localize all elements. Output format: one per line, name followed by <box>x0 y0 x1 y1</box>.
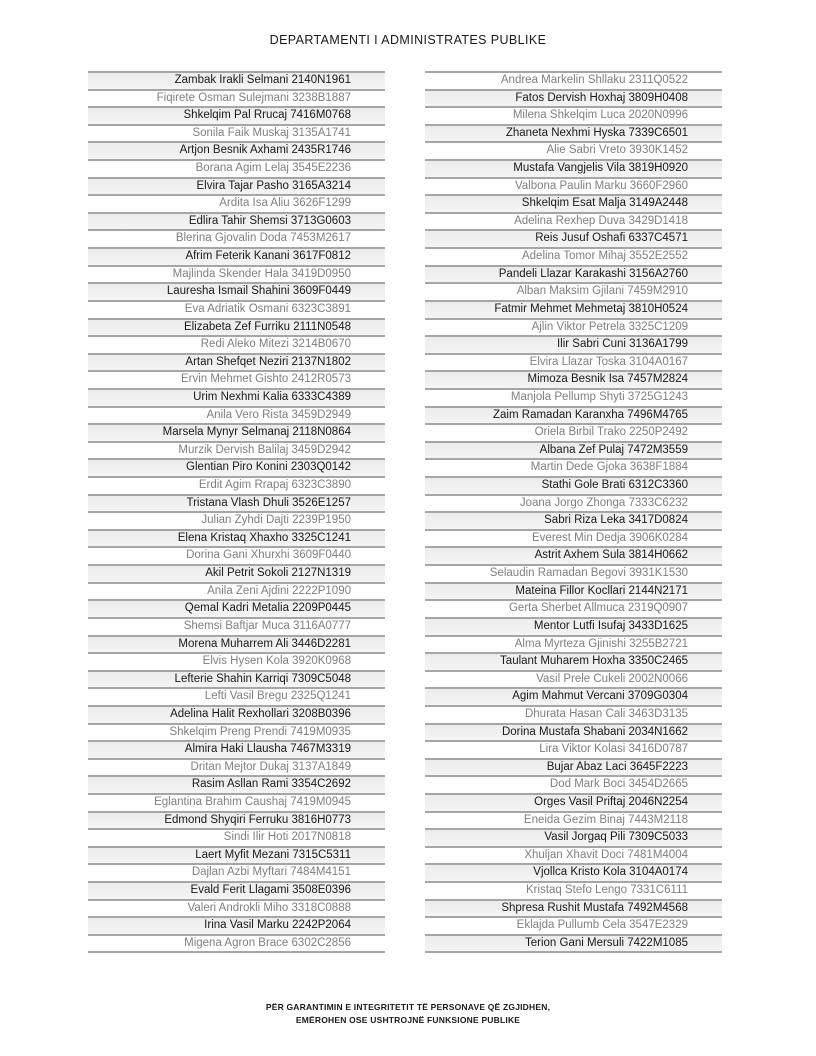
list-item: Marsela Mynyr Selmanaj 2118N0864 <box>88 425 385 443</box>
list-item: Alie Sabri Vreto 3930K1452 <box>425 143 722 161</box>
list-item: Elvis Hysen Kola 3920K0968 <box>88 654 385 672</box>
list-item: Elena Kristaq Xhaxho 3325C1241 <box>88 531 385 549</box>
list-item: Kristaq Stefo Lengo 7331C6111 <box>425 883 722 901</box>
name-list <box>88 71 722 953</box>
name-list-right-column <box>425 71 722 953</box>
list-item: Borana Agim Lelaj 3545E2236 <box>88 161 385 179</box>
list-item: Julian Zyhdi Dajti 2239P1950 <box>88 513 385 531</box>
list-item: Milena Shkelqim Luca 2020N0996 <box>425 108 722 126</box>
list-item: Mimoza Besnik Isa 7457M2824 <box>425 372 722 390</box>
list-item: Dod Mark Boci 3454D2665 <box>425 777 722 795</box>
list-item: Dritan Mejtor Dukaj 3137A1849 <box>88 760 385 778</box>
list-item: Fatos Dervish Hoxhaj 3809H0408 <box>425 91 722 109</box>
list-item: Dhurata Hasan Cali 3463D3135 <box>425 707 722 725</box>
list-item: Sonila Faik Muskaj 3135A1741 <box>88 126 385 144</box>
list-item: Everest Min Dedja 3906K0284 <box>425 531 722 549</box>
list-item: Erdit Agim Rrapaj 6323C3890 <box>88 478 385 496</box>
list-item: Reis Jusuf Oshafi 6337C4571 <box>425 231 722 249</box>
list-item: Elizabeta Zef Furriku 2111N0548 <box>88 320 385 338</box>
list-item: Akil Petrit Sokoli 2127N1319 <box>88 566 385 584</box>
list-item: Sindi Ilir Hoti 2017N0818 <box>88 830 385 848</box>
list-item: Mentor Lutfi Isufaj 3433D1625 <box>425 619 722 637</box>
list-item: Dajlan Azbi Myftari 7484M4151 <box>88 865 385 883</box>
list-item: Eva Adriatik Osmani 6323C3891 <box>88 302 385 320</box>
list-item: Agim Mahmut Vercani 3709G0304 <box>425 689 722 707</box>
list-item: Ilir Sabri Cuni 3136A1799 <box>425 337 722 355</box>
list-item: Valeri Androkli Miho 3318C0888 <box>88 901 385 919</box>
list-item: Edmond Shyqiri Ferruku 3816H0773 <box>88 813 385 831</box>
list-item: Taulant Muharem Hoxha 3350C2465 <box>425 654 722 672</box>
list-item: Irina Vasil Marku 2242P2064 <box>88 918 385 936</box>
list-item: Joana Jorgo Zhonga 7333C6232 <box>425 496 722 514</box>
list-item: Dorina Mustafa Shabani 2034N1662 <box>425 725 722 743</box>
list-item: Sabri Riza Leka 3417D0824 <box>425 513 722 531</box>
list-item: Eklajda Pullumb Cela 3547E2329 <box>425 918 722 936</box>
list-item: Xhuljan Xhavit Doci 7481M4004 <box>425 848 722 866</box>
list-item: Astrit Axhem Sula 3814H0662 <box>425 548 722 566</box>
list-item: Elvira Tajar Pasho 3165A3214 <box>88 179 385 197</box>
list-item: Evald Ferit Llagami 3508E0396 <box>88 883 385 901</box>
list-item: Terion Gani Mersuli 7422M1085 <box>425 936 722 954</box>
list-item: Fiqirete Osman Sulejmani 3238B1887 <box>88 91 385 109</box>
list-item: Zaim Ramadan Karanxha 7496M4765 <box>425 408 722 426</box>
list-item: Dorina Gani Xhurxhi 3609F0440 <box>88 548 385 566</box>
list-item: Vjollca Kristo Kola 3104A0174 <box>425 865 722 883</box>
list-item: Redi Aleko Mitezi 3214B0670 <box>88 337 385 355</box>
list-item: Shkelqim Esat Malja 3149A2448 <box>425 196 722 214</box>
name-list-left-column <box>88 71 385 953</box>
list-item: Anila Vero Rista 3459D2949 <box>88 408 385 426</box>
list-item: Pandeli Llazar Karakashi 3156A2760 <box>425 267 722 285</box>
list-item: Lira Viktor Kolasi 3416D0787 <box>425 742 722 760</box>
list-item: Bujar Abaz Laci 3645F2223 <box>425 760 722 778</box>
list-item: Artan Shefqet Neziri 2137N1802 <box>88 355 385 373</box>
list-item: Manjola Pellump Shyti 3725G1243 <box>425 390 722 408</box>
list-item: Shkelqim Preng Prendi 7419M0935 <box>88 725 385 743</box>
list-item: Anila Zeni Ajdini 2222P1090 <box>88 584 385 602</box>
list-item: Ajlin Viktor Petrela 3325C1209 <box>425 320 722 338</box>
list-item: Eneida Gezim Binaj 7443M2118 <box>425 813 722 831</box>
list-item: Martin Dede Gjoka 3638F1884 <box>425 460 722 478</box>
list-item: Alma Myrteza Gjinishi 3255B2721 <box>425 637 722 655</box>
list-item: Shemsi Baftjar Muca 3116A0777 <box>88 619 385 637</box>
list-item: Qemal Kadri Metalia 2209P0445 <box>88 601 385 619</box>
footer-line-1: PËR GARANTIMIN E INTEGRITETIT TË PERSONAVE QË ZGJIDHEN, <box>265 1002 551 1012</box>
list-item: Tristana Vlash Dhuli 3526E1257 <box>88 496 385 514</box>
list-item: Lefterie Shahin Karriqi 7309C5048 <box>88 672 385 690</box>
list-item: Zhaneta Nexhmi Hyska 7339C6501 <box>425 126 722 144</box>
list-item: Vasil Jorgaq Pili 7309C5033 <box>425 830 722 848</box>
list-item: Urim Nexhmi Kalia 6333C4389 <box>88 390 385 408</box>
list-item: Eglantina Brahim Caushaj 7419M0945 <box>88 795 385 813</box>
list-item: Fatmir Mehmet Mehmetaj 3810H0524 <box>425 302 722 320</box>
list-item: Orges Vasil Priftaj 2046N2254 <box>425 795 722 813</box>
list-item: Vasil Prele Cukeli 2002N0066 <box>425 672 722 690</box>
list-item: Almira Haki Llausha 7467M3319 <box>88 742 385 760</box>
list-item: Migena Agron Brace 6302C2856 <box>88 936 385 954</box>
page-title: DEPARTAMENTI I ADMINISTRATES PUBLIKE <box>269 33 547 47</box>
list-item: Adelina Halit Rexhollari 3208B0396 <box>88 707 385 725</box>
list-item: Shkelqim Pal Rrucaj 7416M0768 <box>88 108 385 126</box>
list-item: Murzik Dervish Balilaj 3459D2942 <box>88 443 385 461</box>
list-item: Rasim Asllan Rami 3354C2692 <box>88 777 385 795</box>
list-item: Glentian Piro Konini 2303Q0142 <box>88 460 385 478</box>
list-item: Shpresa Rushit Mustafa 7492M4568 <box>425 901 722 919</box>
list-item: Ardita Isa Aliu 3626F1299 <box>88 196 385 214</box>
list-item: Albana Zef Pulaj 7472M3559 <box>425 443 722 461</box>
list-item: Andrea Markelin Shllaku 2311Q0522 <box>425 73 722 91</box>
list-item: Selaudin Ramadan Begovi 3931K1530 <box>425 566 722 584</box>
list-item: Adelina Rexhep Duva 3429D1418 <box>425 214 722 232</box>
list-item: Mateina Fillor Kocllari 2144N2171 <box>425 584 722 602</box>
footer-note <box>0 1001 816 1027</box>
list-item: Valbona Paulin Marku 3660F2960 <box>425 179 722 197</box>
list-item: Artjon Besnik Axhami 2435R1746 <box>88 143 385 161</box>
list-item: Majlinda Skender Hala 3419D0950 <box>88 267 385 285</box>
list-item: Mustafa Vangjelis Vila 3819H0920 <box>425 161 722 179</box>
list-item: Zambak Irakli Selmani 2140N1961 <box>88 73 385 91</box>
list-item: Morena Muharrem Ali 3446D2281 <box>88 637 385 655</box>
list-item: Lefti Vasil Bregu 2325Q1241 <box>88 689 385 707</box>
list-item: Gerta Sherbet Allmuca 2319Q0907 <box>425 601 722 619</box>
list-item: Edlira Tahir Shemsi 3713G0603 <box>88 214 385 232</box>
list-item: Laert Myfit Mezani 7315C5311 <box>88 848 385 866</box>
list-item: Stathi Gole Brati 6312C3360 <box>425 478 722 496</box>
list-item: Ervin Mehmet Gishto 2412R0573 <box>88 372 385 390</box>
list-item: Lauresha Ismail Shahini 3609F0449 <box>88 284 385 302</box>
list-item: Elvira Llazar Toska 3104A0167 <box>425 355 722 373</box>
list-item: Adelina Tomor Mihaj 3552E2552 <box>425 249 722 267</box>
list-item: Oriela Birbil Trako 2250P2492 <box>425 425 722 443</box>
footer-line-2: EMËROHEN OSE USHTROJNË FUNKSIONE PUBLIKE <box>295 1015 521 1025</box>
list-item: Blerina Gjovalin Doda 7453M2617 <box>88 231 385 249</box>
list-item: Afrim Feterik Kanani 3617F0812 <box>88 249 385 267</box>
list-item: Alban Maksim Gjilani 7459M2910 <box>425 284 722 302</box>
